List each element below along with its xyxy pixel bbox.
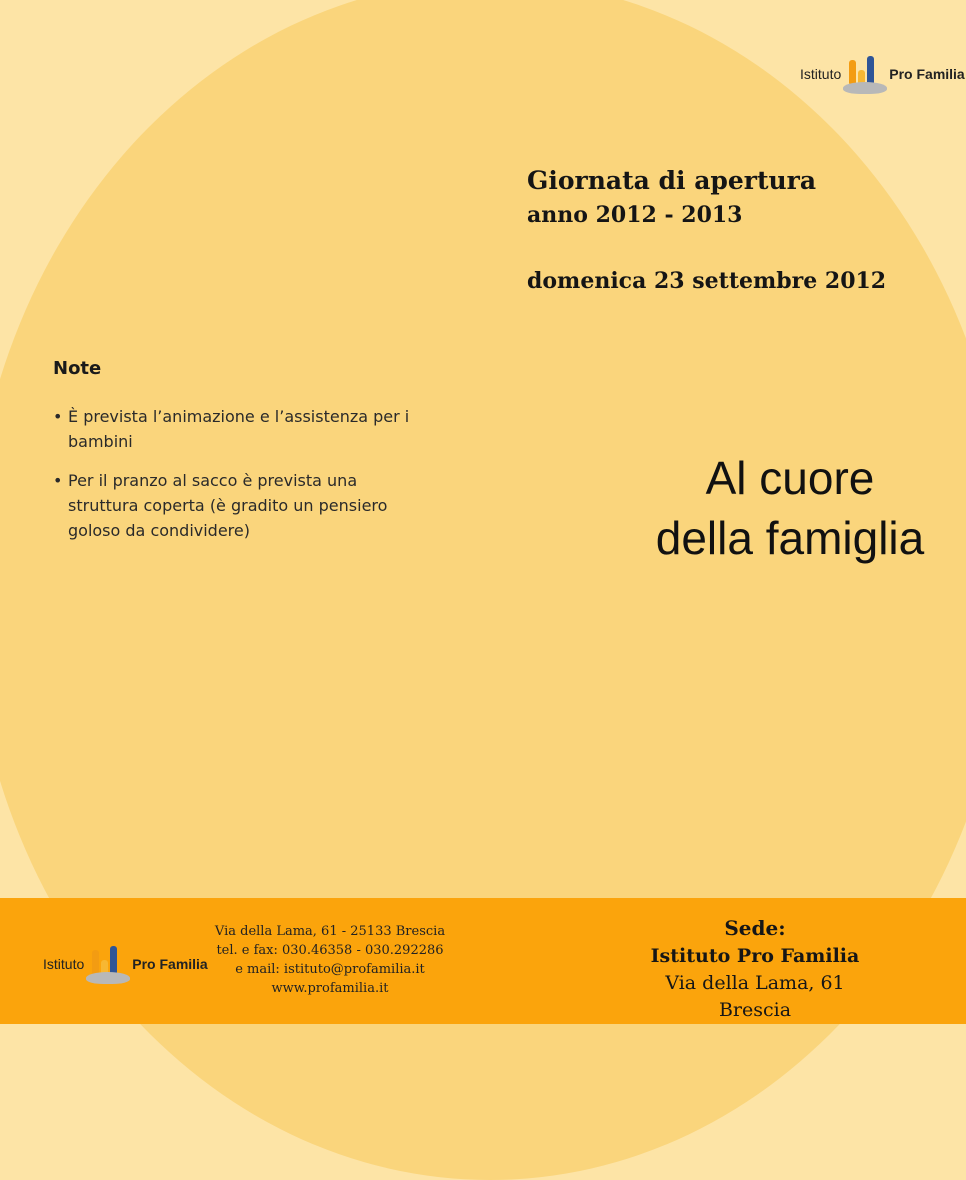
event-year: anno 2012 - 2013: [527, 202, 743, 228]
family-figures-icon: [86, 944, 130, 984]
contact-info: [205, 922, 455, 998]
institute-logo-top: [800, 54, 965, 94]
note-item: • È prevista l’animazione e l’assistenza per i bambini: [52, 404, 422, 454]
slogan-line-2: della famiglia: [655, 512, 925, 564]
event-date: domenica 23 settembre 2012: [527, 268, 887, 294]
sede-address: Via della Lama, 61: [665, 972, 845, 994]
notes-list: [52, 404, 422, 557]
sede-city: Brescia: [718, 999, 792, 1021]
logo-word-pro-familia: Pro Familia: [132, 956, 208, 972]
institute-logo-bottom: [43, 944, 208, 984]
contact-phone: tel. e fax: 030.46358 - 030.292286: [216, 943, 444, 958]
contact-email: e mail: istituto@profamilia.it: [235, 962, 425, 977]
logo-word-istituto: Istituto: [800, 66, 842, 82]
note-item: • Per il pranzo al sacco è prevista una struttura coperta (è gradito un pensiero goloso da condividere): [52, 468, 422, 543]
contact-address: Via della Lama, 61 - 25133 Brescia: [214, 924, 446, 939]
logo-word-pro-familia: Pro Familia: [889, 66, 965, 82]
sede-block: [600, 914, 910, 1024]
logo-word-istituto: Istituto: [43, 956, 85, 972]
family-figures-icon: [843, 54, 887, 94]
event-title: Giornata di apertura: [527, 166, 817, 195]
notes-title: Note: [53, 358, 102, 379]
slogan: [620, 448, 960, 568]
slogan-line-1: Al cuore: [705, 452, 875, 504]
sede-label: Sede:: [724, 916, 786, 940]
contact-website: www.profamilia.it: [271, 981, 389, 996]
sede-name: Istituto Pro Familia: [650, 945, 860, 967]
